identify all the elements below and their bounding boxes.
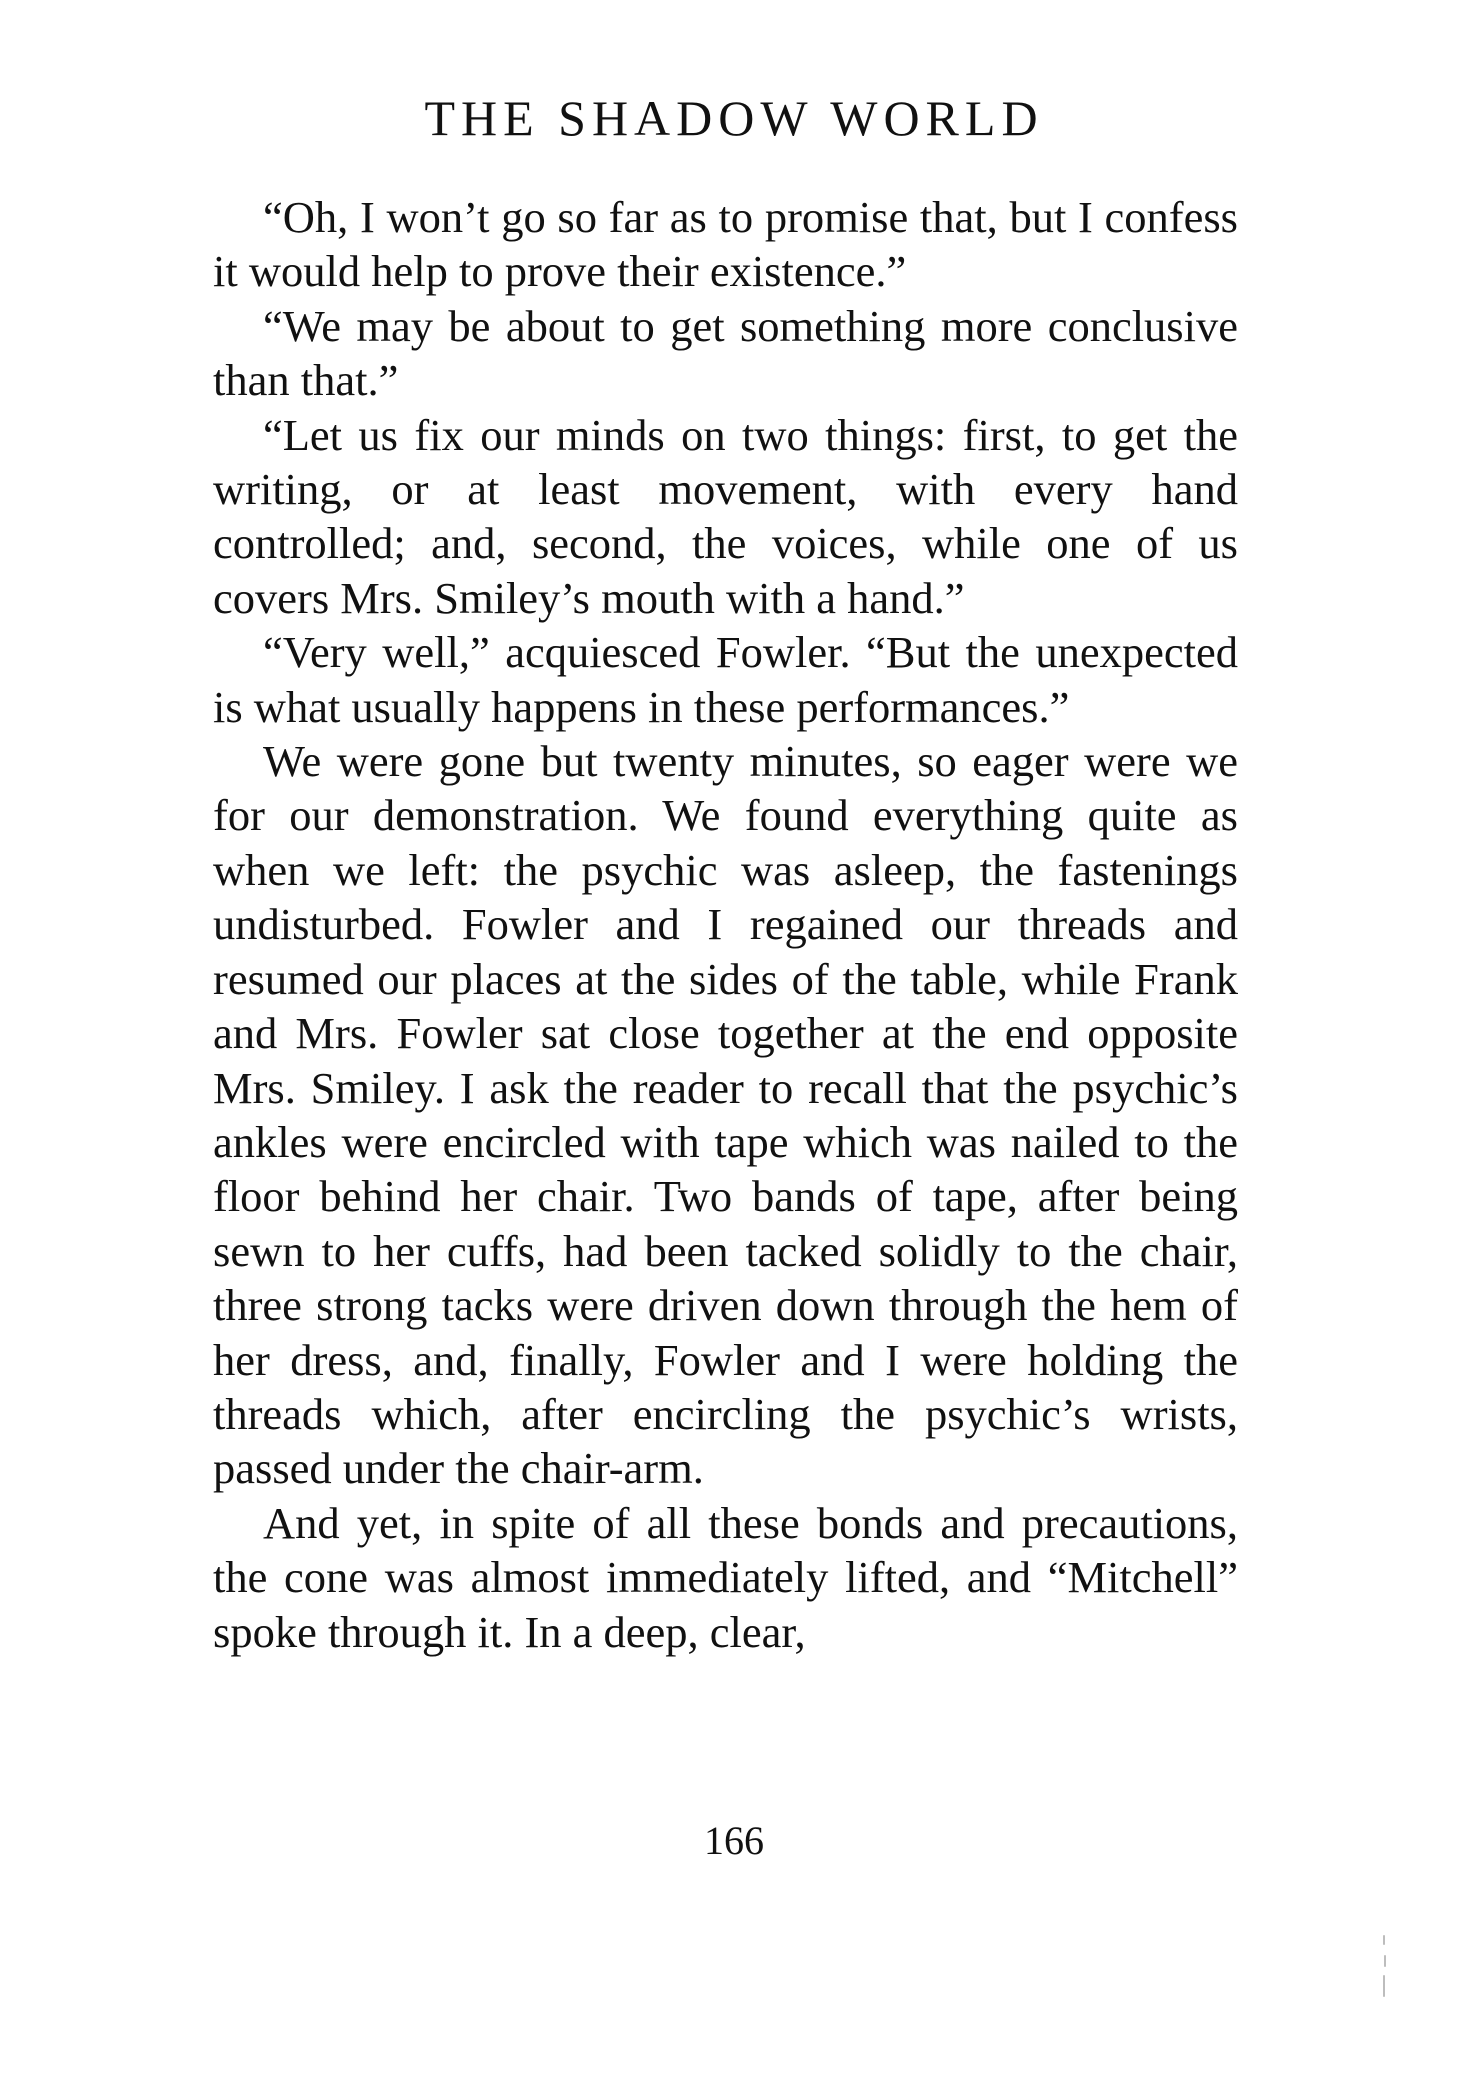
paragraph: “Oh, I won’t go so far as to promise that, but I confess it would help to prove their existence.” bbox=[213, 192, 1238, 297]
page-number: 166 bbox=[704, 1818, 764, 1863]
paragraph: We were gone but twenty minutes, so eager were we for our demonstration. We found everything quite as when we left: the psychic was asleep, the fastenings undisturbed. Fowler and I regained our threads and resumed our places at the sides of the table, while Frank and Mrs. Fowler sat close together at the end opposite Mrs. Smiley. I ask the reader to recall that the psychic’s ankles were encircled with tape which was nailed to the floor behind her chair. Two bands of tape, after being sewn to her cuffs, had been tacked solidly to the chair, three strong tacks were driven down through the hem of her dress, and, finally, Fowler and I were holding the threads which, after encircling the psychic’s wrists, passed under the chair-arm. bbox=[213, 736, 1238, 1494]
paragraph: “We may be about to get something more conclusive than that.” bbox=[213, 300, 1238, 406]
body-text bbox=[213, 190, 1238, 1659]
paragraph: And yet, in spite of all these bonds and precautions, the cone was almost immediately lifted, and “Mitchell” spoke through it. In a deep, clear, bbox=[213, 1497, 1238, 1657]
running-head: THE SHADOW WORLD bbox=[424, 90, 1044, 146]
paragraph: “Let us fix our minds on two things: first, to get the writing, or at least movement, with every hand controlled; and, second, the voices, while one of us covers Mrs. Smiley’s mouth with a hand.” bbox=[213, 409, 1238, 623]
paragraph: “Very well,” acquiesced Fowler. “But the unexpected is what usually happens in these performances.” bbox=[213, 627, 1238, 732]
scan-speck bbox=[1384, 1955, 1386, 1967]
scan-speck bbox=[1383, 1975, 1385, 1997]
scan-speck bbox=[1383, 1935, 1385, 1945]
